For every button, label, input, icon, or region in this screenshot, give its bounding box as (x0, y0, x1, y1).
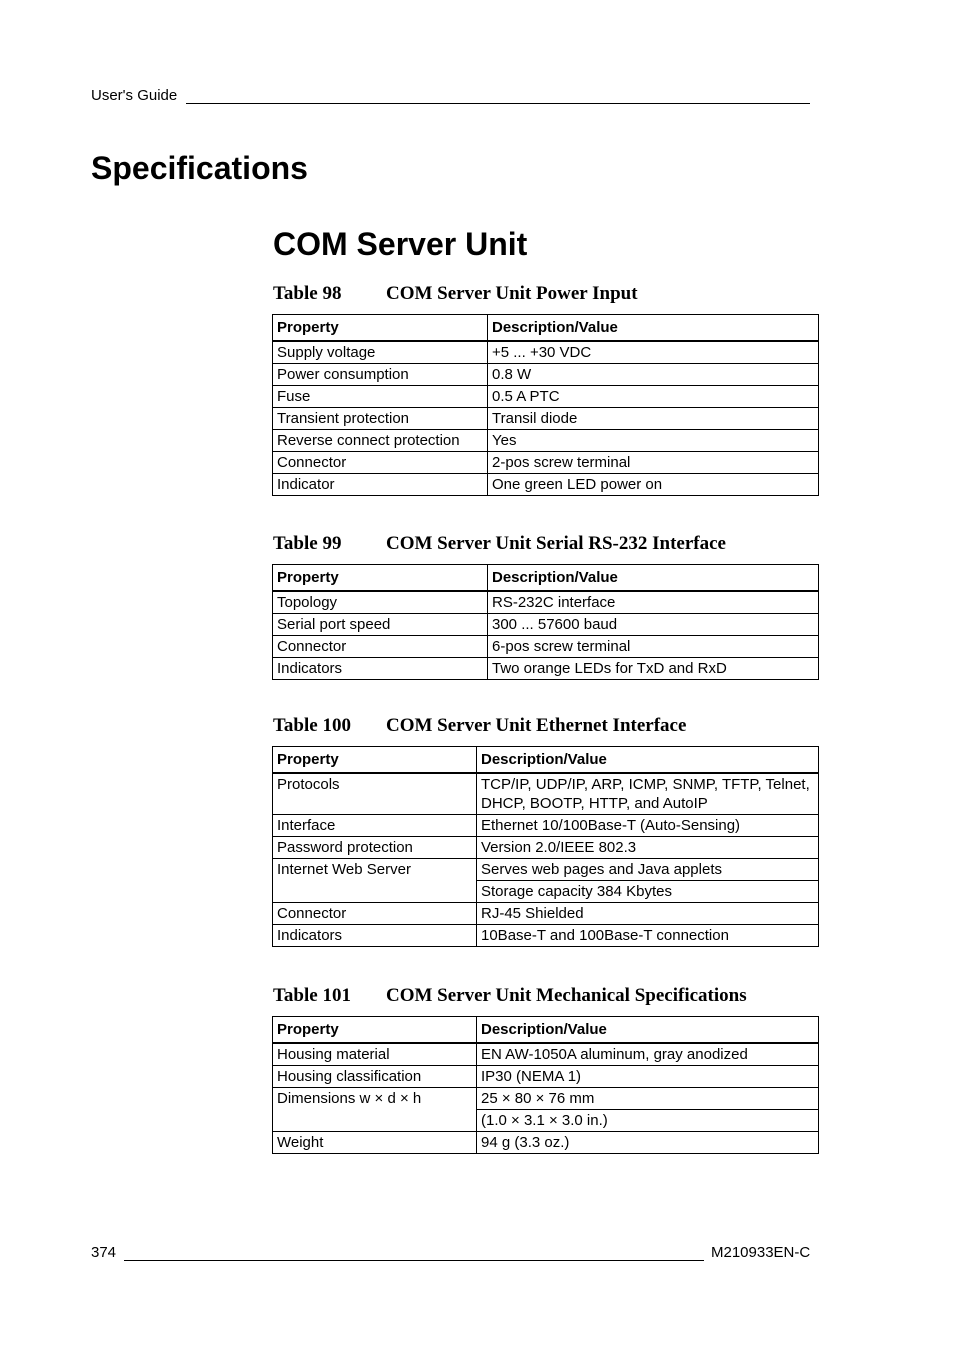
table-title: COM Server Unit Serial RS-232 Interface (386, 533, 726, 554)
table-row (273, 474, 819, 496)
value-cell: 6-pos screw terminal (488, 636, 819, 658)
property-cell: Interface (273, 815, 477, 837)
header-rule (186, 103, 810, 104)
running-header: User's Guide (91, 87, 178, 104)
column-header: Description/Value (477, 1017, 819, 1044)
property-cell: Indicators (273, 925, 477, 947)
column-header: Property (273, 565, 488, 592)
property-cell: Password protection (273, 837, 477, 859)
value-cell: 94 g (3.3 oz.) (477, 1132, 819, 1154)
table-row (273, 1043, 819, 1066)
value-cell: RS-232C interface (488, 591, 819, 614)
value-cell: Two orange LEDs for TxD and RxD (488, 658, 819, 680)
value-cell: Serves web pages and Java applets (477, 859, 819, 881)
table-header-row (273, 747, 819, 774)
property-cell: Weight (273, 1132, 477, 1154)
table-title: COM Server Unit Power Input (386, 283, 638, 304)
table-caption (273, 985, 747, 1007)
value-cell: One green LED power on (488, 474, 819, 496)
property-cell: Connector (273, 452, 488, 474)
value-cell: 25 × 80 × 76 mm (477, 1088, 819, 1110)
document-id: M210933EN-C (711, 1244, 811, 1261)
value-cell: +5 ... +30 VDC (488, 341, 819, 364)
table-caption (273, 715, 686, 737)
table-row (273, 658, 819, 680)
table-number: Table 100 (273, 715, 351, 736)
value-cell: 0.5 A PTC (488, 386, 819, 408)
property-cell: Supply voltage (273, 341, 488, 364)
table-row (273, 837, 819, 859)
property-cell: Dimensions w × d × h (273, 1088, 477, 1132)
table-title: COM Server Unit Ethernet Interface (386, 715, 687, 736)
table-row (273, 815, 819, 837)
table-title: COM Server Unit Mechanical Specifications (386, 985, 747, 1006)
value-cell: Storage capacity 384 Kbytes (477, 881, 819, 903)
property-cell: Serial port speed (273, 614, 488, 636)
spec-table (272, 314, 819, 496)
column-header: Property (273, 747, 477, 774)
table-row (273, 1066, 819, 1088)
table-number: Table 99 (273, 533, 342, 554)
value-cell: Ethernet 10/100Base-T (Auto-Sensing) (477, 815, 819, 837)
table-row (273, 364, 819, 386)
value-cell: Transil diode (488, 408, 819, 430)
column-header: Description/Value (488, 565, 819, 592)
value-cell: IP30 (NEMA 1) (477, 1066, 819, 1088)
table-row (273, 1132, 819, 1154)
table-row (273, 903, 819, 925)
table-caption (273, 283, 638, 305)
value-cell: TCP/IP, UDP/IP, ARP, ICMP, SNMP, TFTP, Telnet, DHCP, BOOTP, HTTP, and AutoIP (477, 773, 819, 815)
property-cell: Reverse connect protection (273, 430, 488, 452)
spec-table (272, 1016, 819, 1154)
property-cell: Internet Web Server (273, 859, 477, 903)
column-header: Description/Value (477, 747, 819, 774)
value-cell: Version 2.0/IEEE 802.3 (477, 837, 819, 859)
property-cell: Topology (273, 591, 488, 614)
property-cell: Fuse (273, 386, 488, 408)
table-number: Table 98 (273, 283, 342, 304)
value-cell: Yes (488, 430, 819, 452)
column-header: Property (273, 1017, 477, 1044)
property-cell: Indicators (273, 658, 488, 680)
table-number: Table 101 (273, 985, 351, 1006)
value-cell: RJ-45 Shielded (477, 903, 819, 925)
spec-table (272, 746, 819, 947)
property-cell: Connector (273, 903, 477, 925)
table-header-row (273, 1017, 819, 1044)
table-row (273, 341, 819, 364)
table-header-row (273, 565, 819, 592)
table-row (273, 859, 819, 881)
column-header: Property (273, 315, 488, 342)
property-cell: Connector (273, 636, 488, 658)
section-title: Specifications (91, 150, 308, 186)
value-cell: 300 ... 57600 baud (488, 614, 819, 636)
value-cell: EN AW-1050A aluminum, gray anodized (477, 1043, 819, 1066)
property-cell: Transient protection (273, 408, 488, 430)
table-header-row (273, 315, 819, 342)
table-row (273, 636, 819, 658)
table-row (273, 614, 819, 636)
property-cell: Housing material (273, 1043, 477, 1066)
table-caption (273, 533, 726, 555)
table-row (273, 452, 819, 474)
table-row (273, 1088, 819, 1110)
column-header: Description/Value (488, 315, 819, 342)
footer-rule (124, 1260, 704, 1261)
table-row (273, 430, 819, 452)
table-row (273, 925, 819, 947)
spec-table (272, 564, 819, 680)
property-cell: Housing classification (273, 1066, 477, 1088)
property-cell: Protocols (273, 773, 477, 815)
subsection-title: COM Server Unit (273, 226, 528, 262)
value-cell: (1.0 × 3.1 × 3.0 in.) (477, 1110, 819, 1132)
table-row (273, 591, 819, 614)
value-cell: 0.8 W (488, 364, 819, 386)
page-number: 374 (91, 1244, 117, 1261)
value-cell: 10Base-T and 100Base-T connection (477, 925, 819, 947)
value-cell: 2-pos screw terminal (488, 452, 819, 474)
property-cell: Power consumption (273, 364, 488, 386)
table-row (273, 386, 819, 408)
table-row (273, 773, 819, 815)
table-row (273, 408, 819, 430)
property-cell: Indicator (273, 474, 488, 496)
